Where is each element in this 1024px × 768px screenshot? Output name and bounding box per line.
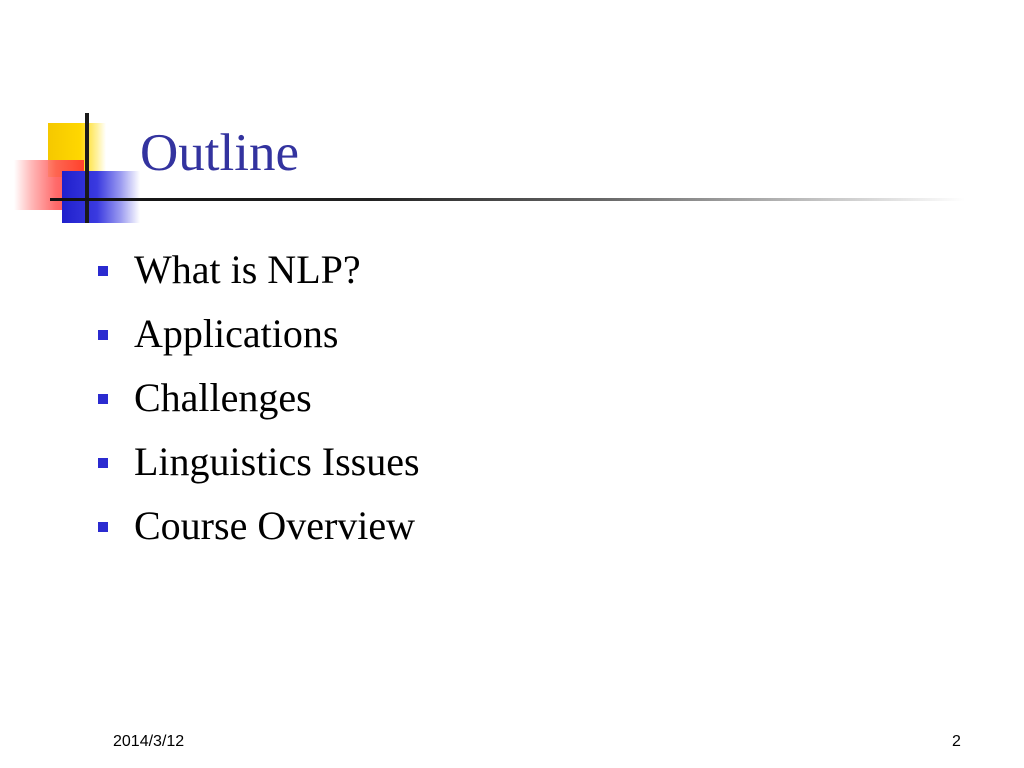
decorative-blue-square: [62, 171, 140, 223]
square-bullet-icon: [98, 266, 108, 276]
bullet-text: Applications: [134, 310, 339, 356]
square-bullet-icon: [98, 458, 108, 468]
square-bullet-icon: [98, 330, 108, 340]
square-bullet-icon: [98, 522, 108, 532]
decorative-vertical-line: [85, 113, 89, 223]
footer-date: 2014/3/12: [113, 733, 185, 750]
bullet-item: [98, 493, 420, 557]
bullet-text: Linguistics Issues: [134, 438, 420, 484]
bullet-text: Challenges: [134, 374, 312, 420]
title-underline: [50, 198, 965, 201]
square-bullet-icon: [98, 394, 108, 404]
bullet-text: Course Overview: [134, 502, 416, 548]
bullet-item: [98, 301, 420, 365]
bullet-item: [98, 365, 420, 429]
bullet-list: [98, 237, 420, 557]
bullet-item: [98, 237, 420, 301]
bullet-text: What is NLP?: [134, 246, 361, 292]
slide-title: Outline: [140, 124, 299, 182]
bullet-item: [98, 429, 420, 493]
page-number: 2: [952, 733, 961, 750]
